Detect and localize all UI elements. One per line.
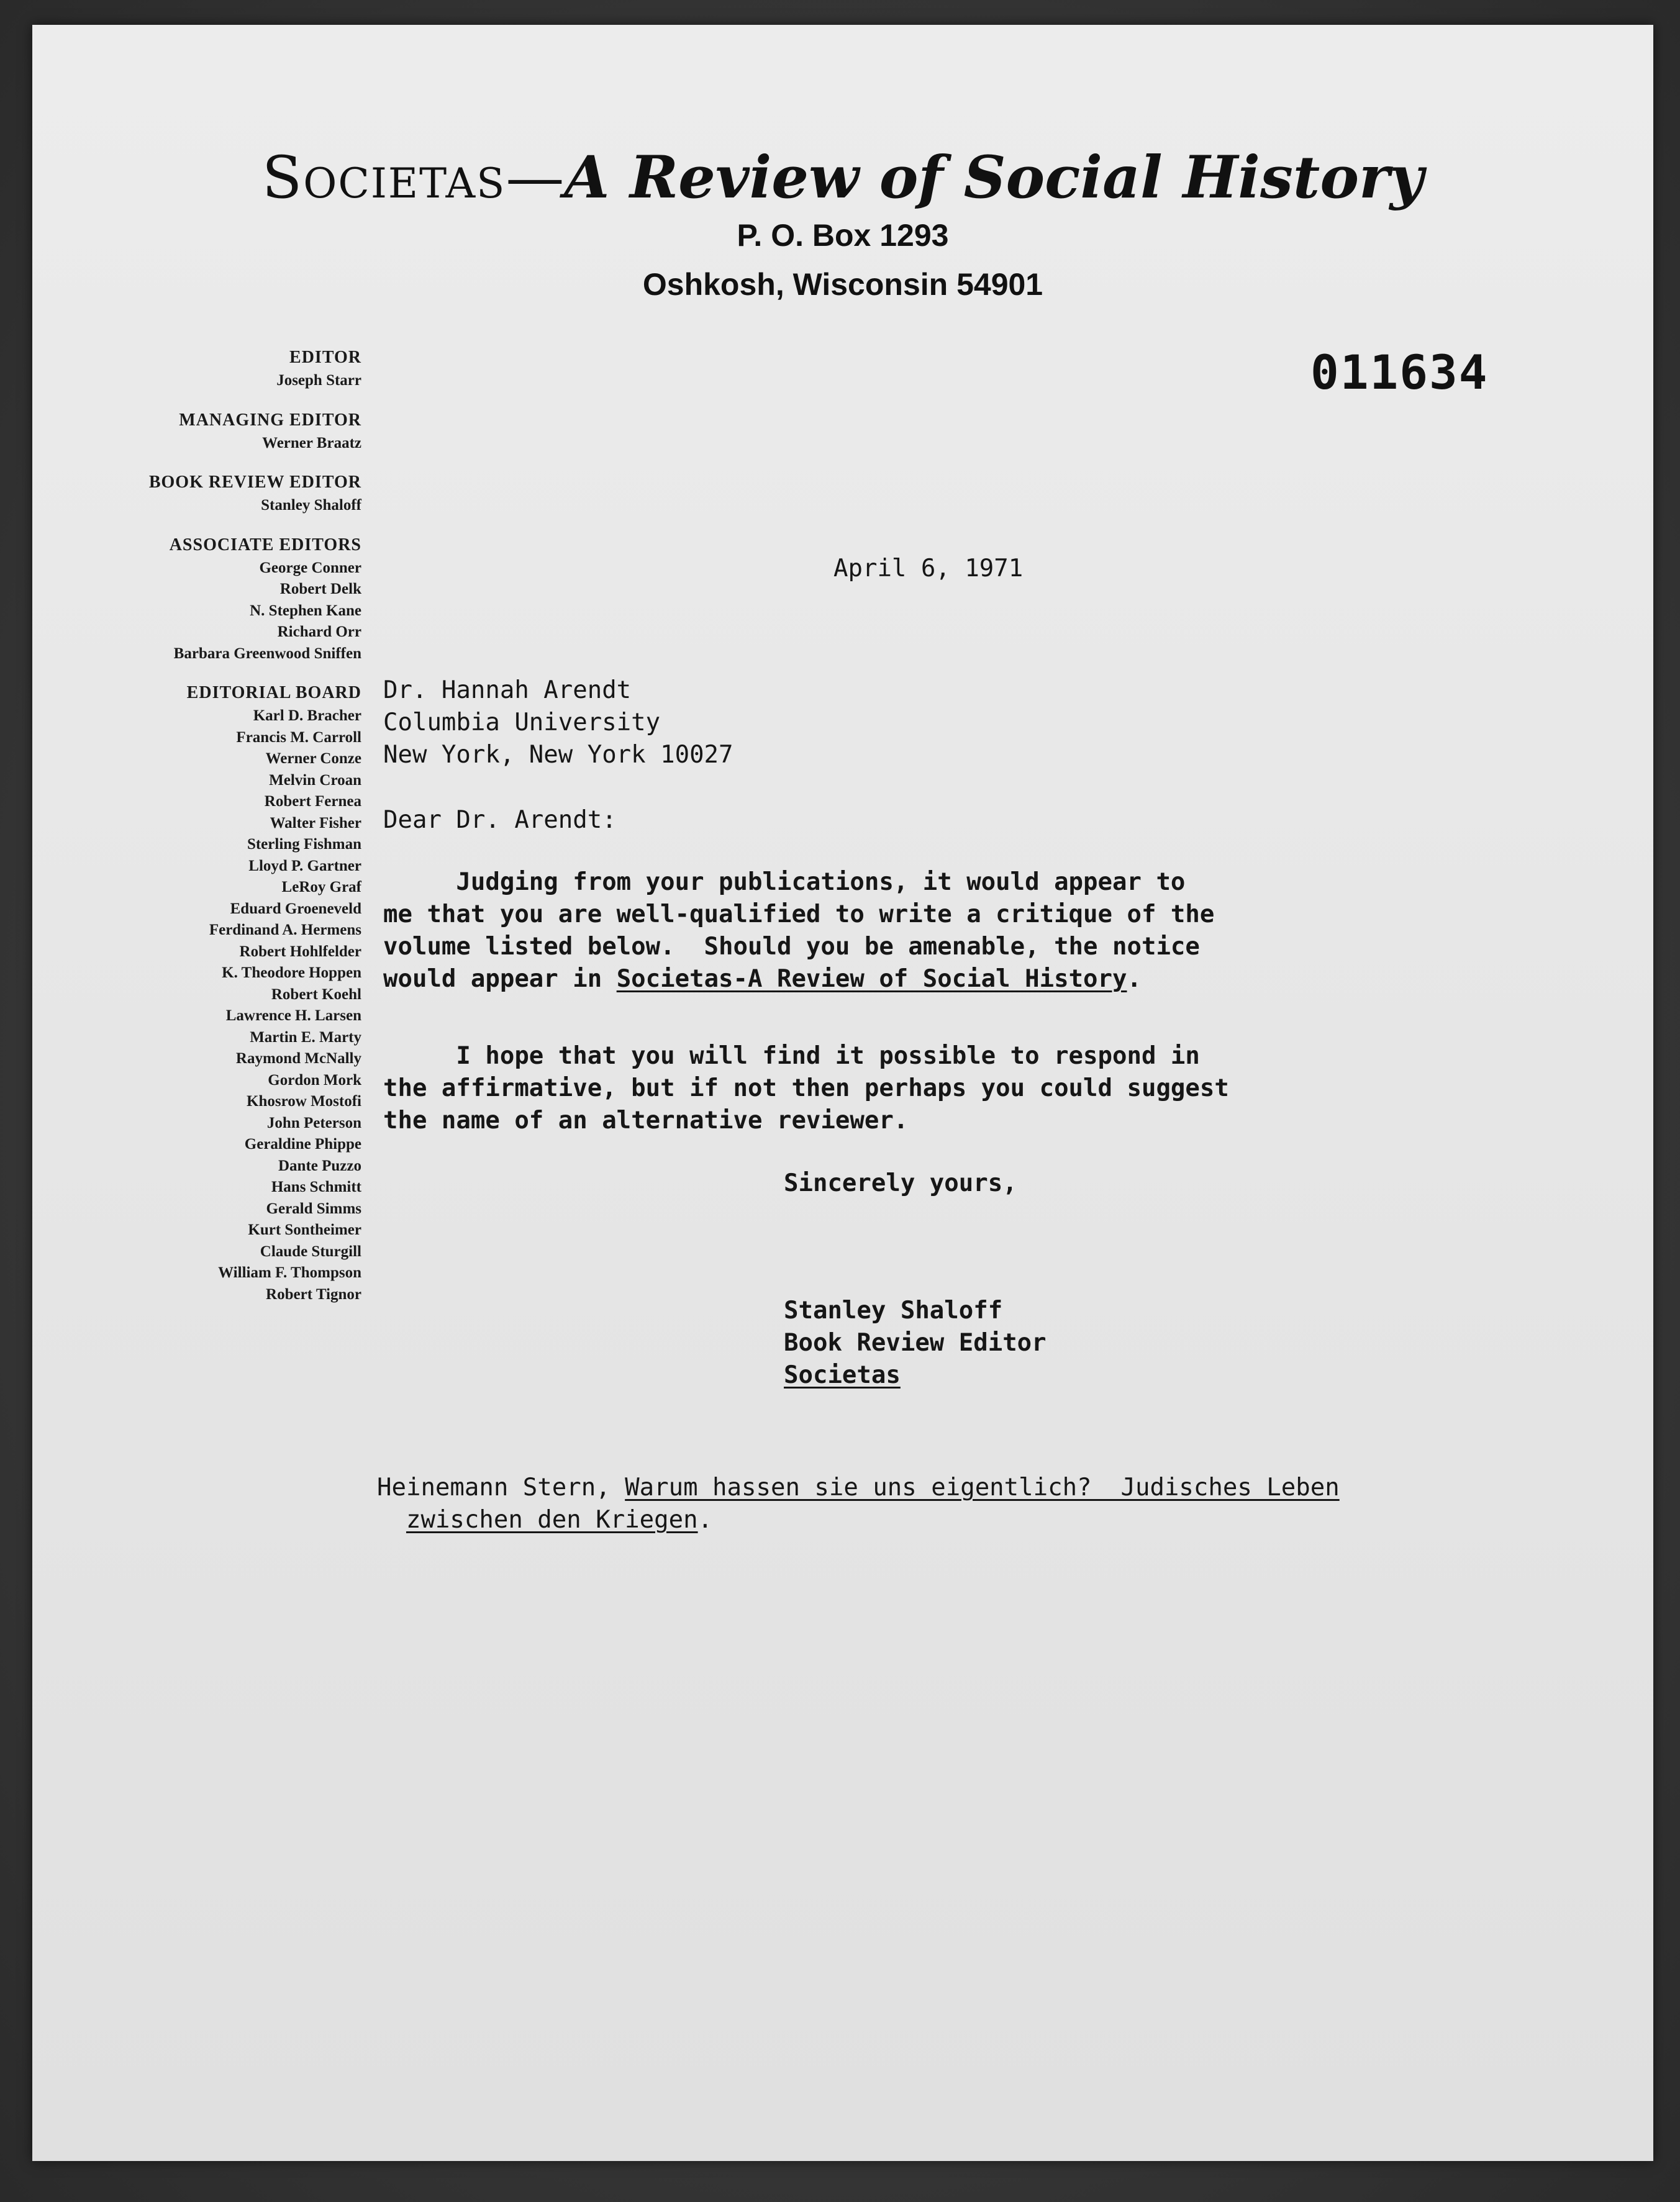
archive-number: 011634 — [1310, 345, 1489, 400]
reference-end: . — [697, 1506, 713, 1534]
board-member: Gerald Simms — [266, 1200, 361, 1217]
board-member: Robert Koehl — [271, 985, 361, 1003]
board-member: John Peterson — [266, 1114, 361, 1131]
board-member: Dante Puzzo — [278, 1157, 361, 1174]
reference-line — [377, 1472, 1340, 1504]
journal-title — [32, 143, 1653, 212]
paragraph-text: . — [1127, 965, 1142, 993]
editor-heading: EDITOR — [289, 348, 361, 367]
board-member: Francis M. Carroll — [236, 728, 361, 746]
board-member: Raymond McNally — [235, 1050, 361, 1067]
board-member: Martin E. Marty — [250, 1028, 361, 1046]
associate-editor: Robert Delk — [279, 581, 361, 597]
paragraph-line: the name of an alternative reviewer. — [383, 1107, 909, 1135]
reference-line — [377, 1504, 1340, 1536]
board-member: Karl D. Bracher — [253, 707, 361, 724]
board-member: Sterling Fishman — [247, 836, 361, 853]
board-member: LeRoy Graf — [281, 879, 361, 895]
paragraph-line: volume listed below. Should you be amenable, the notice — [383, 933, 1200, 961]
letterhead — [32, 143, 1653, 308]
signer-name: Stanley Shaloff — [784, 1297, 1003, 1325]
board-member: Lloyd P. Gartner — [248, 857, 361, 874]
reference-title: zwischen den Kriegen — [406, 1506, 698, 1534]
managing-editor-heading: MANAGING EDITOR — [179, 410, 361, 430]
letter-date: April 6, 1971 — [833, 555, 1024, 582]
recipient-address — [383, 674, 733, 771]
board-member: Eduard Groeneveld — [230, 900, 361, 917]
paragraph-line — [383, 963, 1214, 995]
board-member: Kurt Sontheimer — [248, 1221, 361, 1238]
associate-editor: George Conner — [259, 559, 361, 576]
board-member: Gordon Mork — [268, 1071, 361, 1089]
board-member: Lawrence H. Larsen — [225, 1007, 361, 1024]
title-dash: — — [506, 144, 565, 212]
paragraph-line: the affirmative, but if not then perhaps you could suggest — [383, 1074, 1229, 1102]
board-member: Ferdinand A. Hermens — [209, 922, 361, 938]
book-reference — [377, 1472, 1340, 1536]
board-member: Melvin Croan — [269, 771, 361, 789]
staff-column — [70, 348, 361, 1305]
journal-name: Societas — [261, 144, 506, 212]
board-member: Claude Sturgill — [260, 1243, 361, 1260]
address-line: Columbia University — [383, 709, 661, 736]
journal-title-underlined: Societas-A Review of Social History — [616, 965, 1127, 993]
board-member: Robert Tignor — [266, 1285, 361, 1303]
board-member: Walter Fisher — [270, 814, 361, 831]
editor-name: Joseph Starr — [276, 372, 361, 389]
board-member: Geraldine Phippe — [244, 1136, 361, 1153]
signer-title: Book Review Editor — [784, 1329, 1047, 1357]
letter-sheet — [32, 25, 1653, 2161]
associate-editors-heading: ASSOCIATE EDITORS — [169, 535, 361, 555]
associate-editor: Richard Orr — [277, 623, 361, 640]
board-member: K. Theodore Hoppen — [222, 964, 361, 981]
book-review-editor-name: Stanley Shaloff — [261, 497, 361, 514]
reference-author: Heinemann Stern, — [377, 1474, 625, 1502]
reference-indent — [377, 1506, 406, 1534]
associate-editor: Barbara Greenwood Sniffen — [173, 645, 361, 662]
closing: Sincerely yours, — [784, 1169, 1017, 1197]
paragraph-1 — [383, 866, 1214, 995]
po-box: P. O. Box 1293 — [737, 218, 949, 253]
address-line: Dr. Hannah Arendt — [383, 676, 632, 704]
associate-editor: N. Stephen Kane — [250, 602, 361, 619]
reference-title: Warum hassen sie uns eigentlich? Judisches Leben — [625, 1474, 1340, 1502]
signature-block — [784, 1295, 1047, 1392]
journal-subtitle: A Review of Social History — [564, 143, 1424, 212]
paragraph-line: Judging from your publications, it would appear to — [383, 868, 1186, 896]
paragraph-line: I hope that you will find it possible to respond in — [383, 1042, 1200, 1070]
editorial-board-heading: EDITORIAL BOARD — [186, 683, 361, 702]
city-line: Oshkosh, Wisconsin 54901 — [642, 267, 1043, 302]
paragraph-text: would appear in — [383, 965, 617, 993]
board-member: Khosrow Mostofi — [247, 1093, 361, 1110]
board-member: Hans Schmitt — [271, 1179, 361, 1195]
salutation: Dear Dr. Arendt: — [383, 806, 617, 834]
board-member: William F. Thompson — [218, 1264, 361, 1281]
board-member: Robert Fernea — [264, 793, 361, 810]
address-line: New York, New York 10027 — [383, 741, 733, 769]
managing-editor-name: Werner Braatz — [262, 434, 361, 451]
signer-org: Societas — [784, 1361, 901, 1389]
paragraph-2 — [383, 1040, 1229, 1137]
board-member: Werner Conze — [265, 750, 361, 767]
book-review-editor-heading: BOOK REVIEW EDITOR — [148, 473, 361, 492]
paragraph-line: me that you are well-qualified to write a critique of the — [383, 900, 1215, 928]
board-member: Robert Hohlfelder — [239, 943, 361, 960]
